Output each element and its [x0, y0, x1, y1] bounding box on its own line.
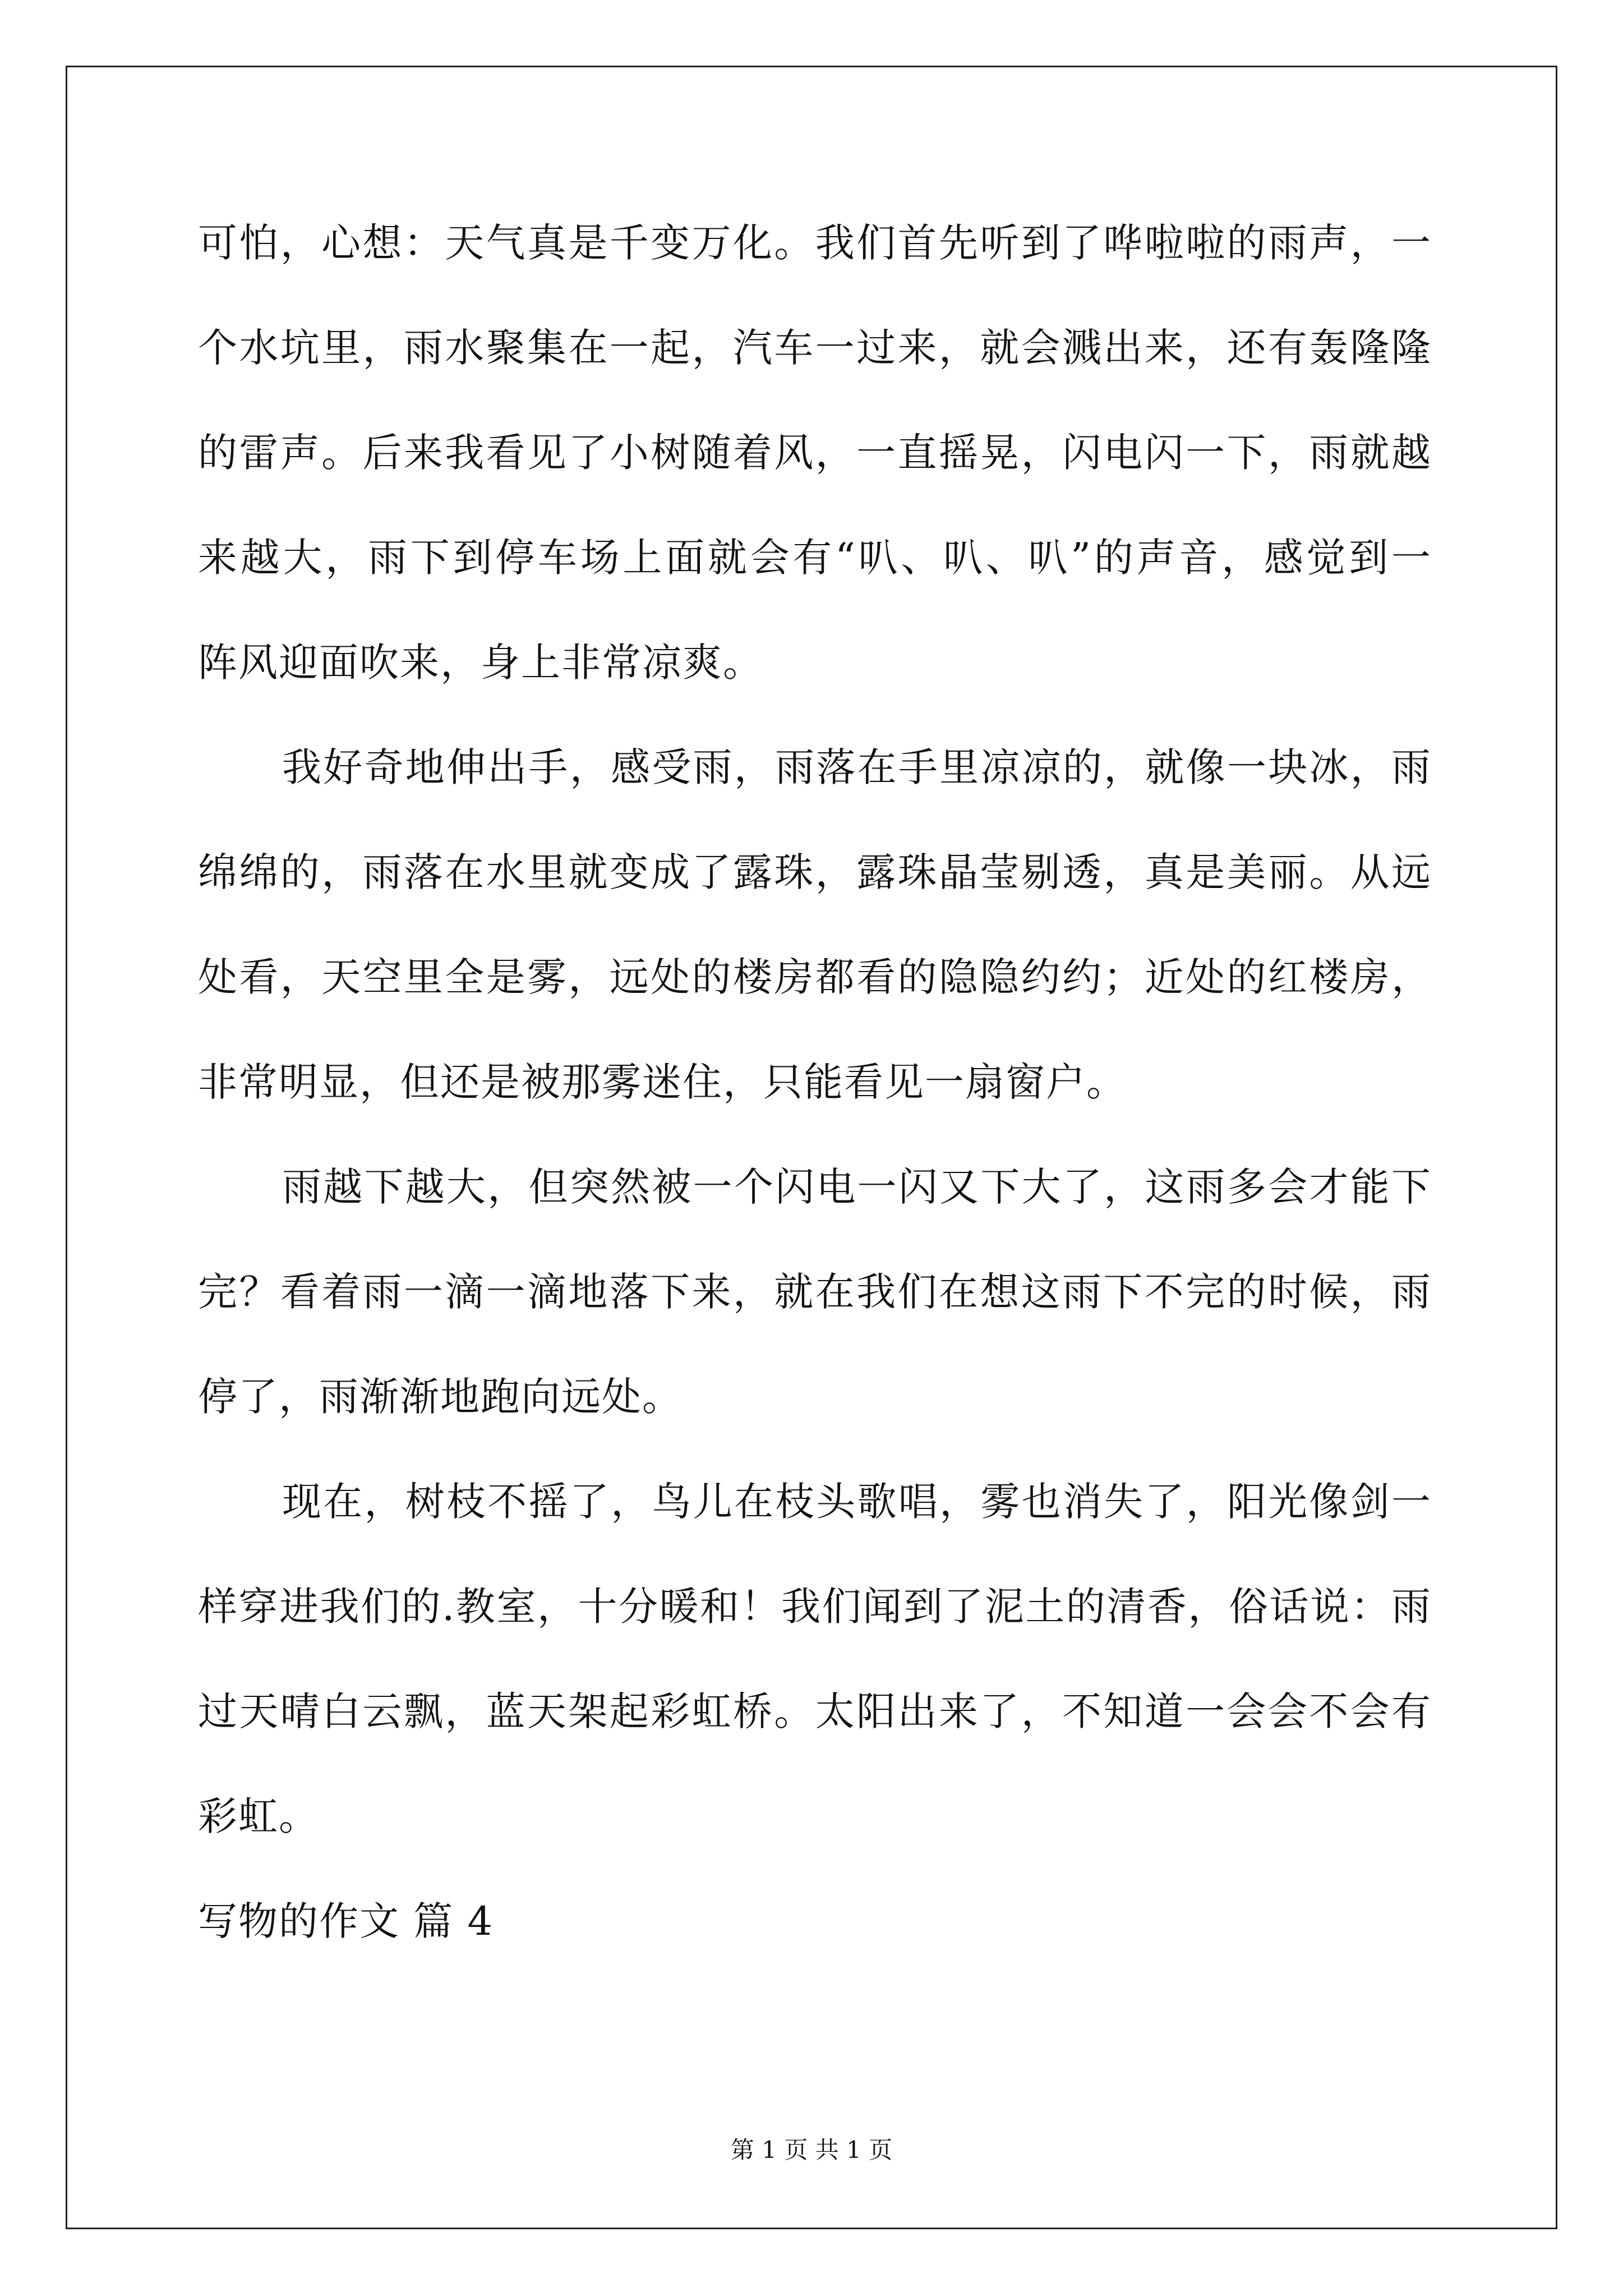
text-line: 过天晴白云飘，蓝天架起彩虹桥。太阳出来了，不知道一会会不会有 [198, 1688, 1432, 1734]
text-line: 雨越下越大，但突然被一个闪电一闪又下大了，这雨多会才能下 [282, 1164, 1432, 1210]
section-heading: 写物的作文 篇 4 [198, 1898, 494, 1944]
paragraph-1 [198, 191, 1432, 715]
text-line: 彩虹。 [198, 1793, 319, 1839]
text-line: 完？看着雨一滴一滴地落下来，就在我们在想这雨下不完的时候，雨 [198, 1269, 1432, 1315]
text-line: 非常明显，但还是被那雾迷住，只能看见一扇窗户。 [198, 1059, 1127, 1105]
text-line: 可怕，心想：天气真是千变万化。我们首先听到了哗啦啦的雨声，一 [198, 220, 1432, 266]
paragraph-3 [198, 1135, 1432, 1450]
document-body [198, 191, 1432, 1974]
text-line: 停了，雨渐渐地跑向远处。 [198, 1374, 683, 1420]
text-line: 个水坑里，雨水聚集在一起，汽车一过来，就会溅出来，还有轰隆隆 [198, 325, 1432, 371]
text-line: 绵绵的，雨落在水里就变成了露珠，露珠晶莹剔透，真是美丽。从远 [198, 849, 1432, 895]
paragraph-2 [198, 715, 1432, 1135]
text-line: 现在，树枝不摇了，鸟儿在枝头歌唱，雾也消失了，阳光像剑一 [282, 1479, 1432, 1525]
text-line: 样穿进我们的.教室，十分暖和！我们闻到了泥土的清香，俗话说：雨 [198, 1584, 1432, 1630]
page-number: 第 1 页 共 1 页 [730, 2136, 893, 2164]
text-line: 处看，天空里全是雾，远处的楼房都看的隐隐约约；近处的红楼房， [198, 954, 1432, 1000]
text-line: 来越大，雨下到停车场上面就会有“叭、叭、叭”的声音，感觉到一 [198, 535, 1432, 581]
text-line: 阵风迎面吹来，身上非常凉爽。 [198, 639, 763, 685]
text-line: 我好奇地伸出手，感受雨，雨落在手里凉凉的，就像一块冰，雨 [282, 744, 1432, 790]
paragraph-4 [198, 1450, 1432, 1869]
text-line: 的雷声。后来我看见了小树随着风，一直摇晃，闪电闪一下，雨就越 [198, 430, 1432, 476]
